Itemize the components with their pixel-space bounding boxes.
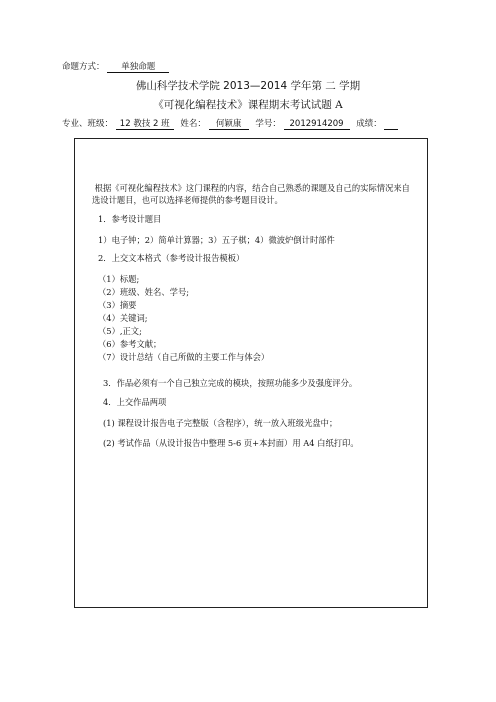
section2-item: （5）,正文; — [98, 326, 142, 336]
section2-item: （4）关键词; — [98, 313, 148, 323]
section4-item: (2) 考试作品（从设计报告中整理 5-6 页+本封面）用 A4 白纸打印。 — [103, 438, 359, 448]
major-class-label: 专业、班级： — [62, 119, 114, 129]
exam-method-line — [62, 60, 169, 73]
section2-item: （7）设计总结（自己所做的主要工作与体会） — [98, 352, 270, 362]
section2-item: （2）班级、姓名、学号; — [98, 287, 190, 297]
exam-title-line2: 《可视化编程技术》课程期末考试试题 A — [153, 99, 343, 111]
student-id-label: 学号： — [255, 119, 281, 129]
section1-title: 1．参考设计题目 — [98, 214, 162, 224]
major-class-value: 12 教技 2 班 — [116, 117, 174, 130]
section4-title: 4．上交作品两项 — [103, 397, 167, 407]
intro-text: 根据《可视化编程技术》这门课程的内容，结合自己熟悉的课题及自己的实际情况来自选设计题目，也可以选择老师提供的参考题目设计。 — [92, 183, 410, 205]
intro-paragraph — [92, 182, 414, 206]
section1-items: 1）电子钟；2）简单计算器；3）五子棋；4）微波炉倒计时部件 — [98, 235, 335, 245]
section2-item: （6）参考文献； — [98, 339, 162, 349]
student-id-value: 2012914209 — [284, 119, 350, 130]
score-label: 成绩： — [356, 119, 382, 129]
exam-content-box — [74, 138, 428, 608]
score-blank — [384, 119, 398, 130]
section2-item: （3）摘要 — [98, 300, 137, 310]
section4-item: (1) 课程设计报告电子完整版（含程序），统一放入班级光盘中； — [103, 418, 338, 428]
section3-text: 3．作品必须有一个自己独立完成的模块，按照功能多少及强度评分。 — [103, 378, 358, 388]
name-label: 姓名： — [180, 119, 206, 129]
student-info-line — [62, 117, 398, 130]
name-value: 何颖康 — [209, 117, 249, 130]
section2-title: 2．上交文本格式（参考设计报告模板） — [98, 253, 245, 263]
exam-method-label: 命题方式： — [62, 62, 105, 72]
exam-method-value: 单独命题 — [107, 60, 169, 73]
section2-item: （1）标题; — [98, 274, 140, 284]
exam-title-line1: 佛山科学技术学院 2013—2014 学年第 二 学期 — [135, 80, 361, 92]
